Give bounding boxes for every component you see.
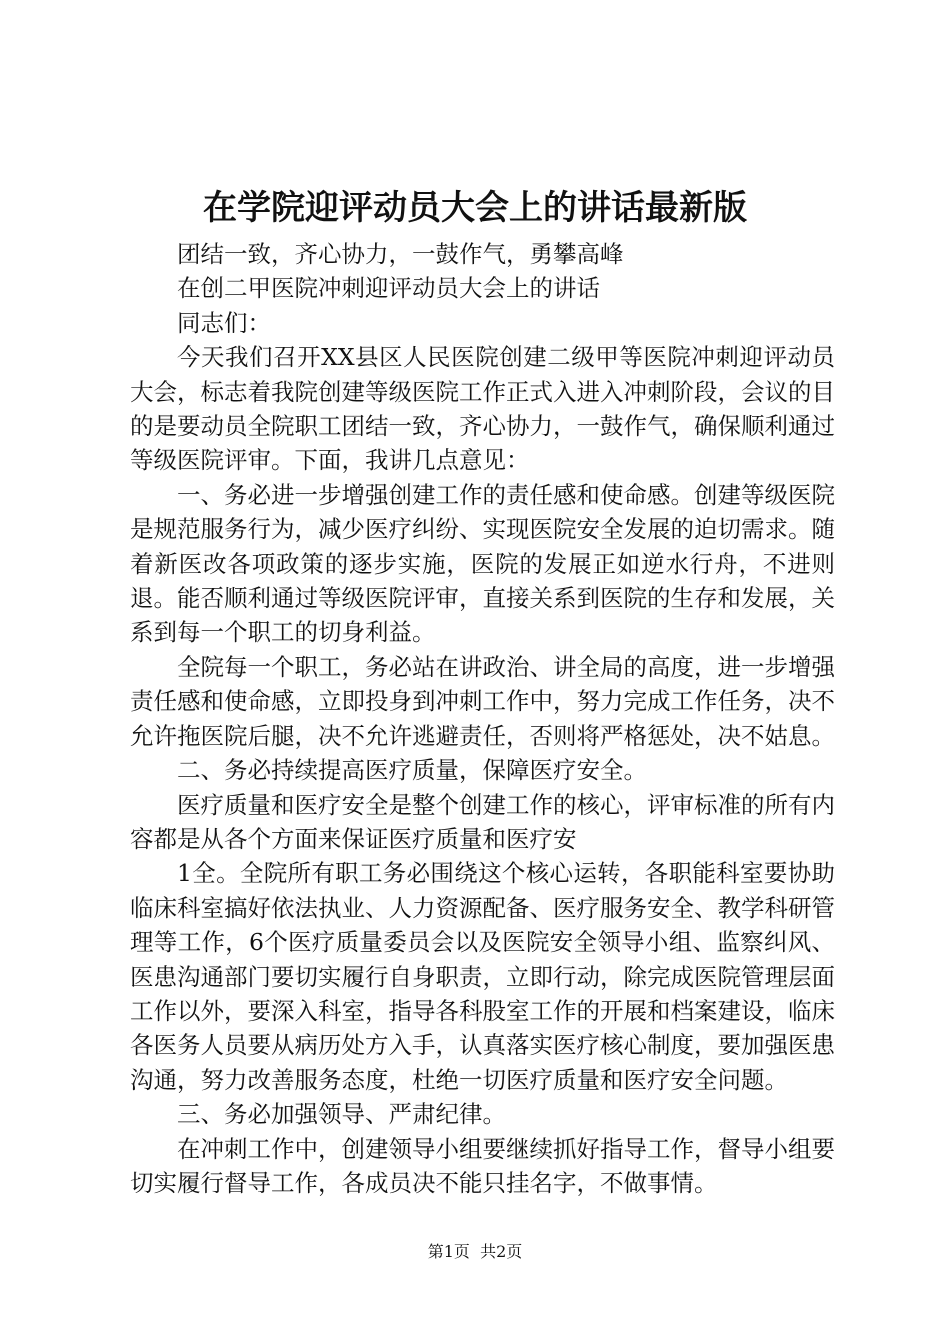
page-footer [0, 1240, 950, 1264]
paragraph-point-one: 一、务必进一步增强创建工作的责任感和使命感。创建等级医院是规范服务行为，减少医疗纠纷、实现医院安全发展的迫切需求。随着新医改各项政策的逐步实施，医院的发展正如逆水行舟，不进则退。能否顺利通过等级医院评审，直接关系到医院的生存和发展，关系到每一个职工的切身利益。 [130, 480, 835, 647]
paragraph-intro: 今天我们召开XX县区人民医院创建二级甲等医院冲刺迎评动员大会，标志着我院创建等级医院工作正式入进入冲刺阶段，会议的目的是要动员全院职工团结一致，齐心协力，一鼓作气，确保顺利通过等级医院评审。下面，我讲几点意见： [130, 343, 835, 475]
paragraph-point-two-detail: 医疗质量和医疗安全是整个创建工作的核心，评审标准的所有内容都是从各个方面来保证医疗质量和医疗安 [130, 790, 835, 853]
paragraph-point-two-continued: 1全。全院所有职工务必围绕这个核心运转，各职能科室要协助临床科室搞好依法执业、人力资源配备、医疗服务安全、教学科研管理等工作，6个医疗质量委员会以及医院安全领导小组、监察纠风、医患沟通部门要切实履行自身职责，立即行动，除完成医院管理层面工作以外，要深入科室，指导各科股室工作的开展和档案建设，临床各医务人员要从病历处方入手，认真落实医疗核心制度，要加强医患沟通，努力改善服务态度，杜绝一切医疗质量和医疗安全问题。 [130, 859, 835, 1094]
paragraph-point-one-detail: 全院每一个职工，务必站在讲政治、讲全局的高度，进一步增强责任感和使命感，立即投身到冲刺工作中，努力完成工作任务，决不允许拖医院后腿，决不允许逃避责任，否则将严格惩处，决不姑息。 [130, 652, 835, 750]
page-total: 共2页 [480, 1242, 523, 1261]
document-body [130, 237, 835, 1200]
paragraph-point-two: 二、务必持续提高医疗质量，保障医疗安全。 [177, 756, 647, 785]
footer-spacer [470, 1242, 480, 1261]
page-number: 第1页 [427, 1242, 470, 1261]
paragraph-subtitle: 在创二甲医院冲刺迎评动员大会上的讲话 [177, 274, 600, 303]
paragraph-point-three: 三、务必加强领导、严肃纪律。 [177, 1100, 506, 1129]
paragraph-slogan: 团结一致，齐心协力，一鼓作气，勇攀高峰 [177, 240, 624, 268]
paragraph-point-three-detail: 在冲刺工作中，创建领导小组要继续抓好指导工作，督导小组要切实履行督导工作，各成员决不能只挂名字，不做事情。 [130, 1134, 835, 1197]
paragraph-salutation: 同志们： [177, 308, 271, 337]
document-title: 在学院迎评动员大会上的讲话最新版 [203, 188, 747, 228]
